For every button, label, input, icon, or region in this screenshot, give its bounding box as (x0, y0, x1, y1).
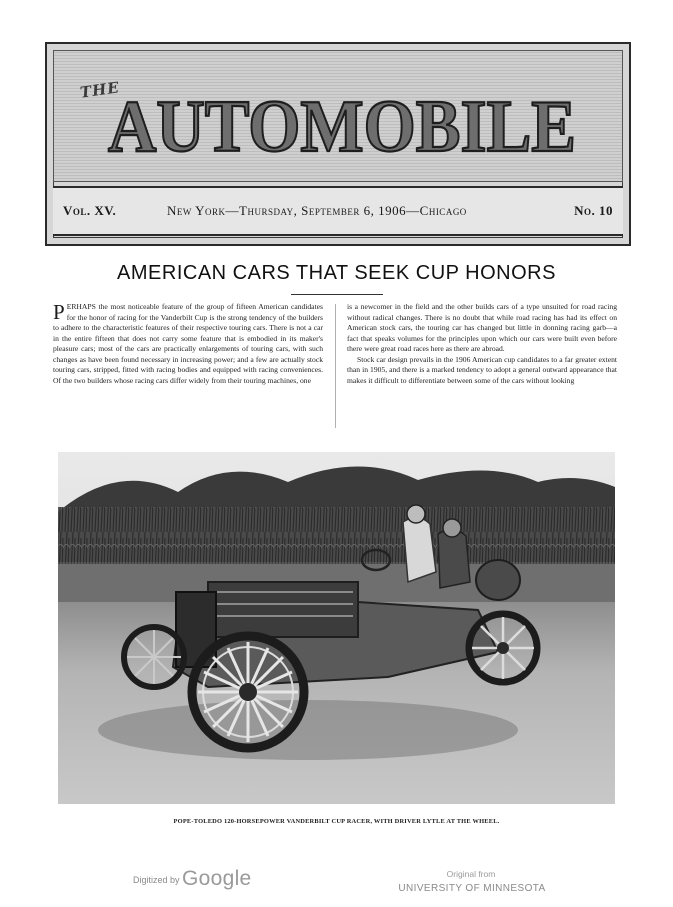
race-car-photo (58, 452, 615, 804)
far-wheel (124, 627, 184, 687)
fuel-tank (476, 560, 520, 600)
car-shadow (98, 700, 518, 760)
article-headline: AMERICAN CARS THAT SEEK CUP HONORS (117, 262, 556, 284)
masthead-title: AUTOMOBILE (108, 86, 576, 168)
volume-label: Vol. XV. (63, 203, 117, 218)
race-car-photo-illustration (58, 452, 615, 804)
front-wheel (192, 636, 304, 748)
masthead-the: THE (78, 78, 121, 102)
cornfield (58, 507, 615, 567)
photo-caption: POPE-TOLEDO 120-HORSEPOWER VANDERBILT CUP RACER, WITH DRIVER LYTLE AT THE WHEEL. (173, 818, 500, 825)
engine-block (208, 582, 358, 637)
driver (403, 517, 436, 582)
issue-number: No. 10 (574, 203, 613, 218)
institution-name: UNIVERSITY OF MINNESOTA (398, 883, 546, 894)
masthead (45, 42, 631, 246)
issue-bar (53, 186, 623, 236)
article-column-right (347, 302, 617, 430)
title-panel (53, 50, 623, 182)
mechanic (438, 529, 470, 588)
left-column-text: ERHAPS the most noticeable feature of the group of fifteen American candidates for the honor of racing for the Vanderbilt Cup is the strong tendency of the builders to adhere to the characteristic features of their respective touring cars. There is not a car in the entire fifteen that does not carry some feature that is embodied in its maker's pleasure cars; most of the cars are practically enlargements of touring cars, with such changes as have been found necessary in increasing power; and a few are actually stock touring cars, stripped, fitted with racing bodies and equipped with racing conveniences. Of the two builders whose racing cars differ widely from their touring machines, one (53, 302, 323, 385)
drop-cap: P (53, 302, 65, 324)
google-wordmark: Google (182, 867, 252, 890)
headline-rule (291, 294, 383, 295)
right-column-paragraph-1: is a newcomer in the field and the other builds cars of a type unsuited for road racing without radical changes. There is no doubt that while road racing has had its effect on American stock cars, the touring car has changed but little in donning racing garb—a fact that speaks volumes for the principles upon which our cars were built even before there were great road races here as there are abroad. (347, 302, 617, 353)
rear-wheel (469, 614, 537, 682)
original-from-label: Original from (446, 869, 496, 879)
right-column-paragraph-2: Stock car design prevails in the 1906 American cup candidates to a far greater extent than in 1905, and there is a marked tendency to adopt a general outward appearance that makes it difficult to differentiate between some of the cars without looking (347, 354, 617, 385)
masthead-title-logo (104, 69, 584, 169)
column-divider (335, 304, 336, 428)
digitized-by-label: Digitized by (133, 875, 180, 885)
dateline: New York—Thursday, September 6, 1906—Chicago (167, 203, 467, 218)
article-column-left (53, 302, 323, 430)
